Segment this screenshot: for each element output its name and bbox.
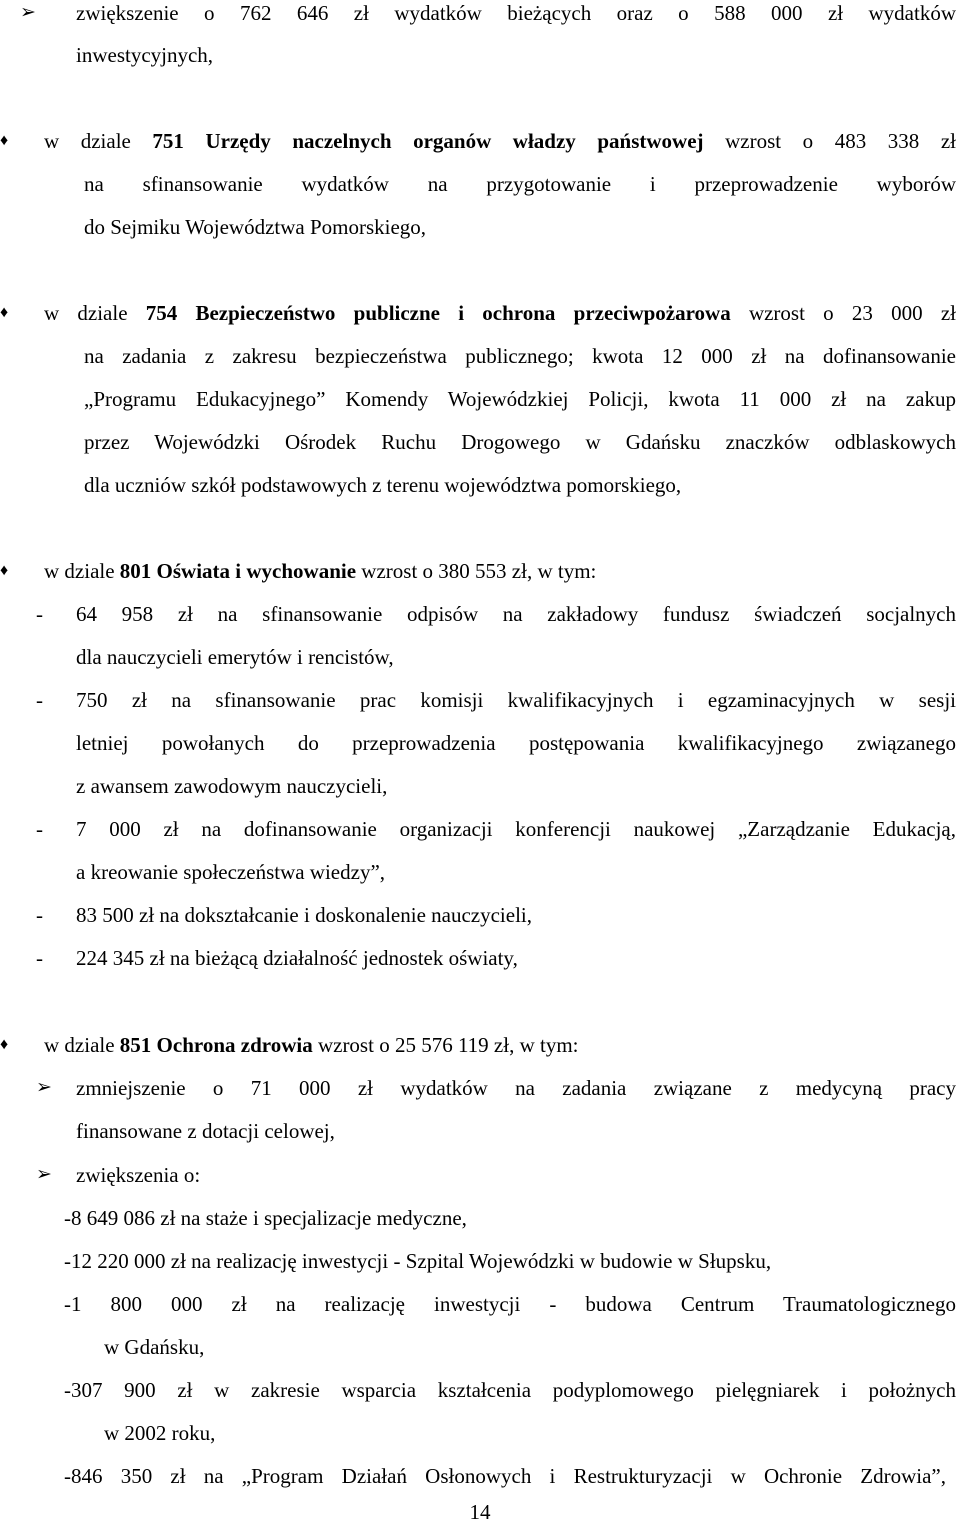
sub-item-continuation: finansowane z dotacji celowej, xyxy=(76,1119,335,1143)
text-prefix: w dziale xyxy=(44,301,146,325)
diamond-bullet-icon: ♦ xyxy=(0,562,9,579)
list-item-continuation: z awansem zawodowym nauczycieli, xyxy=(76,774,388,798)
section-title: 751 Urzędy naczelnych organów władzy państwowej xyxy=(152,129,704,153)
dash-bullet: - xyxy=(36,602,43,626)
list-item: -1 800 000 zł na realizację inwestycji - budowa Centrum Traumatologicznego xyxy=(64,1292,956,1316)
text-line: do Sejmiku Województwa Pomorskiego, xyxy=(84,215,427,239)
arrow-bullet-icon: ➢ xyxy=(20,2,36,23)
list-item: -8 649 086 zł na staże i specjalizacje medyczne, xyxy=(64,1206,467,1230)
list-item-continuation: w 2002 roku, xyxy=(104,1421,216,1445)
dash-bullet: - xyxy=(36,817,43,841)
text-rest: wzrost o 25 576 119 zł, w tym: xyxy=(312,1033,579,1057)
list-item: 7 000 zł na dofinansowanie organizacji konferencji naukowej „Zarządzanie Edukacją, xyxy=(76,817,956,841)
section-title: 801 Oświata i wychowanie xyxy=(119,559,357,583)
section-title: 851 Ochrona zdrowia xyxy=(119,1033,313,1057)
dash-bullet: - xyxy=(36,688,43,712)
section-754-heading xyxy=(44,300,956,326)
dash-bullet: - xyxy=(36,946,43,970)
text-line: inwestycyjnych, xyxy=(76,43,214,67)
text-line: „Programu Edukacyjnego” Komendy Wojewódzkiej Policji, kwota 11 000 zł na zakup xyxy=(84,387,956,411)
diamond-bullet-icon: ♦ xyxy=(0,1036,9,1053)
list-item: -12 220 000 zł na realizację inwestycji - Szpital Wojewódzki w budowie w Słupsku, xyxy=(64,1249,772,1273)
arrow-bullet-icon: ➢ xyxy=(36,1077,52,1098)
text-prefix: w dziale xyxy=(44,559,120,583)
text-rest: wzrost o 483 338 zł xyxy=(703,129,956,153)
diamond-bullet-icon: ♦ xyxy=(0,132,9,149)
text-line: na sfinansowanie wydatków na przygotowanie i przeprowadzenie wyborów xyxy=(84,172,956,196)
arrow-bullet-icon: ➢ xyxy=(36,1164,52,1185)
list-item: -846 350 zł na „Program Działań Osłonowych i Restrukturyzacji w Ochronie Zdrowia”, xyxy=(64,1464,946,1488)
text-prefix: w dziale xyxy=(44,129,153,153)
sub-item: zwiększenia o: xyxy=(76,1163,201,1187)
list-item: 750 zł na sfinansowanie prac komisji kwalifikacyjnych i egzaminacyjnych w sesji xyxy=(76,688,956,712)
list-item-continuation: letniej powołanych do przeprowadzenia postępowania kwalifikacyjnego związanego xyxy=(76,731,956,755)
list-item-continuation: a kreowanie społeczeństwa wiedzy”, xyxy=(76,860,386,884)
list-item-continuation: w Gdańsku, xyxy=(104,1335,205,1359)
section-851-heading xyxy=(44,1032,578,1058)
section-801-heading xyxy=(44,558,596,584)
dash-bullet: - xyxy=(36,903,43,927)
list-item: 83 500 zł na dokształcanie i doskonalenie nauczycieli, xyxy=(76,903,533,927)
list-item: -307 900 zł w zakresie wsparcia kształcenia podyplomowego pielęgniarek i położnych xyxy=(64,1378,956,1402)
section-751-heading xyxy=(44,128,956,154)
list-item: 64 958 zł na sfinansowanie odpisów na zakładowy fundusz świadczeń socjalnych xyxy=(76,602,956,626)
section-title: 754 Bezpieczeństwo publiczne i ochrona przeciwpożarowa xyxy=(145,301,731,325)
text-prefix: w dziale xyxy=(44,1033,120,1057)
list-item-continuation: dla nauczycieli emerytów i rencistów, xyxy=(76,645,394,669)
text-line: na zadania z zakresu bezpieczeństwa publicznego; kwota 12 000 zł na dofinansowanie xyxy=(84,344,956,368)
diamond-bullet-icon: ♦ xyxy=(0,304,9,321)
text-rest: wzrost o 23 000 zł xyxy=(730,301,956,325)
page-number: 14 xyxy=(469,1500,491,1524)
text-line: dla uczniów szkół podstawowych z terenu województwa pomorskiego, xyxy=(84,473,682,497)
text-line: przez Wojewódzki Ośrodek Ruchu Drogowego w Gdańsku znaczków odblaskowych xyxy=(84,430,956,454)
sub-item: zmniejszenie o 71 000 zł wydatków na zadania związane z medycyną pracy xyxy=(76,1076,956,1100)
text-line: zwiększenie o 762 646 zł wydatków bieżących oraz o 588 000 zł wydatków xyxy=(76,1,956,25)
list-item: 224 345 zł na bieżącą działalność jednostek oświaty, xyxy=(76,946,518,970)
text-rest: wzrost o 380 553 zł, w tym: xyxy=(356,559,597,583)
